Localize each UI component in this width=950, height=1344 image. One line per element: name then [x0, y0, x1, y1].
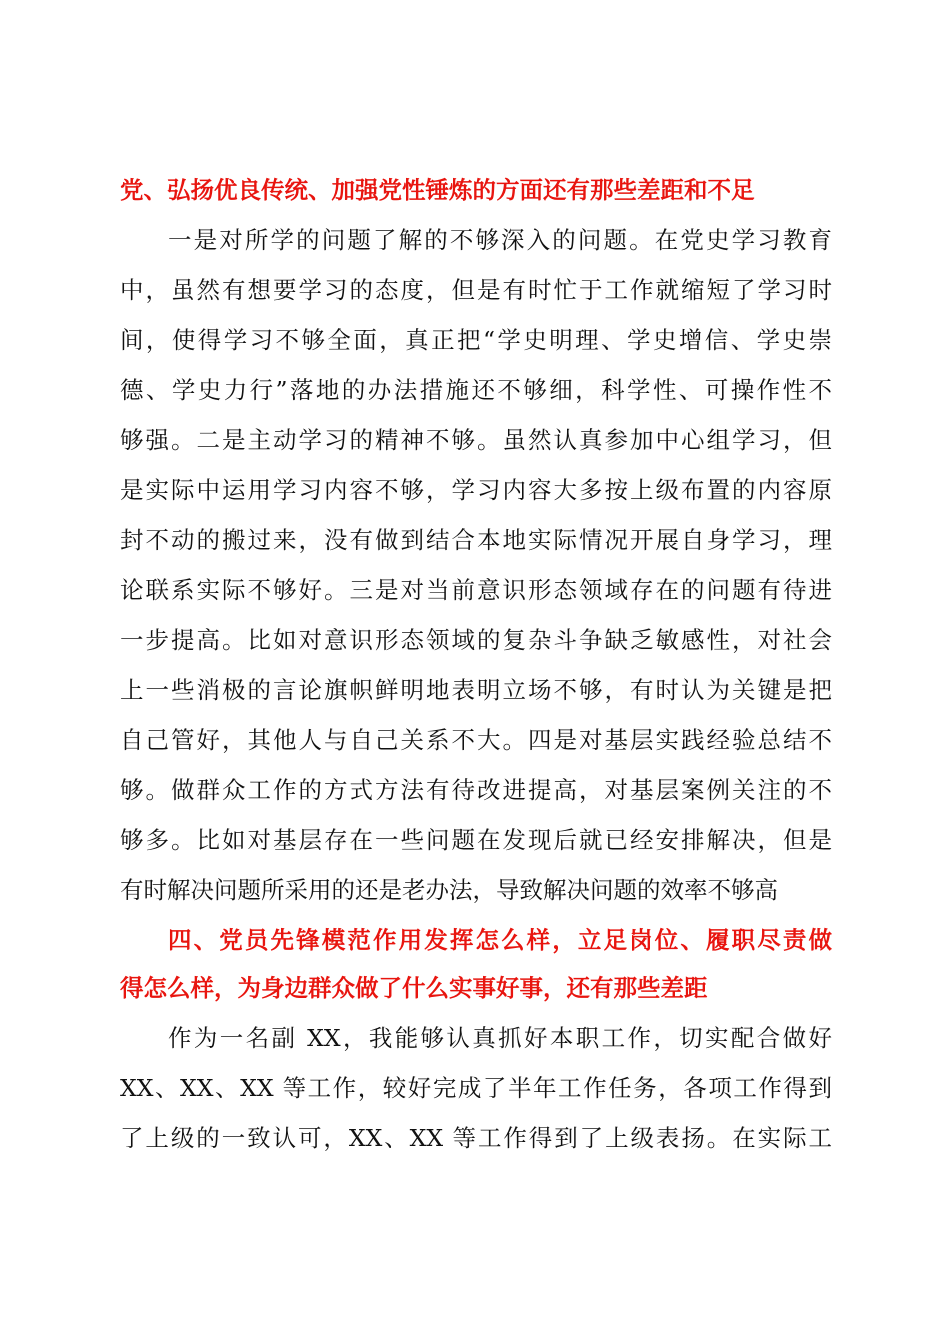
paragraph-line: 够强。二是主动学习的精神不够。虽然认真参加中心组学习，但	[120, 426, 832, 454]
paragraph-line: 够多。比如对基层存在一些问题在发现后就已经安排解决，但是	[120, 826, 832, 854]
paragraph-line: 够。做群众工作的方式方法有待改进提高，对基层案例关注的不	[120, 776, 832, 804]
section-heading-continuation: 党、弘扬优良传统、加强党性锤炼的方面还有那些差距和不足	[120, 176, 755, 204]
paragraph-line: 中，虽然有想要学习的态度，但是有时忙于工作就缩短了学习时	[120, 276, 832, 304]
paragraph-line: 是实际中运用学习内容不够，学习内容大多按上级布置的内容原	[120, 476, 832, 504]
paragraph-line: 德、学史力行”落地的办法措施还不够细，科学性、可操作性不	[120, 376, 832, 404]
paragraph-line: 了上级的一致认可，XX、XX 等工作得到了上级表扬。在实际工	[120, 1124, 832, 1152]
paragraph-line: 一步提高。比如对意识形态领域的复杂斗争缺乏敏感性，对社会	[120, 626, 832, 654]
paragraph-line: 上一些消极的言论旗帜鲜明地表明立场不够，有时认为关键是把	[120, 676, 832, 704]
paragraph-line: XX、XX、XX 等工作，较好完成了半年工作任务，各项工作得到	[120, 1074, 832, 1102]
paragraph-line: 一是对所学的问题了解的不够深入的问题。在党史学习教育	[168, 226, 832, 254]
paragraph-line: 有时解决问题所采用的还是老办法，导致解决问题的效率不够高	[120, 876, 778, 904]
paragraph-line: 封不动的搬过来，没有做到结合本地实际情况开展自身学习，理	[120, 526, 832, 554]
paragraph-line: 间，使得学习不够全面，真正把“学史明理、学史增信、学史崇	[120, 326, 832, 354]
section-heading-four: 四、党员先锋模范作用发挥怎么样，立足岗位、履职尽责做	[168, 926, 832, 954]
paragraph-line: 自己管好，其他人与自己关系不大。四是对基层实践经验总结不	[120, 726, 832, 754]
paragraph-line: 作为一名副 XX，我能够认真抓好本职工作，切实配合做好	[168, 1024, 832, 1052]
section-heading-four-line2: 得怎么样，为身边群众做了什么实事好事，还有那些差距	[120, 974, 708, 1002]
paragraph-line: 论联系实际不够好。三是对当前意识形态领域存在的问题有待进	[120, 576, 832, 604]
